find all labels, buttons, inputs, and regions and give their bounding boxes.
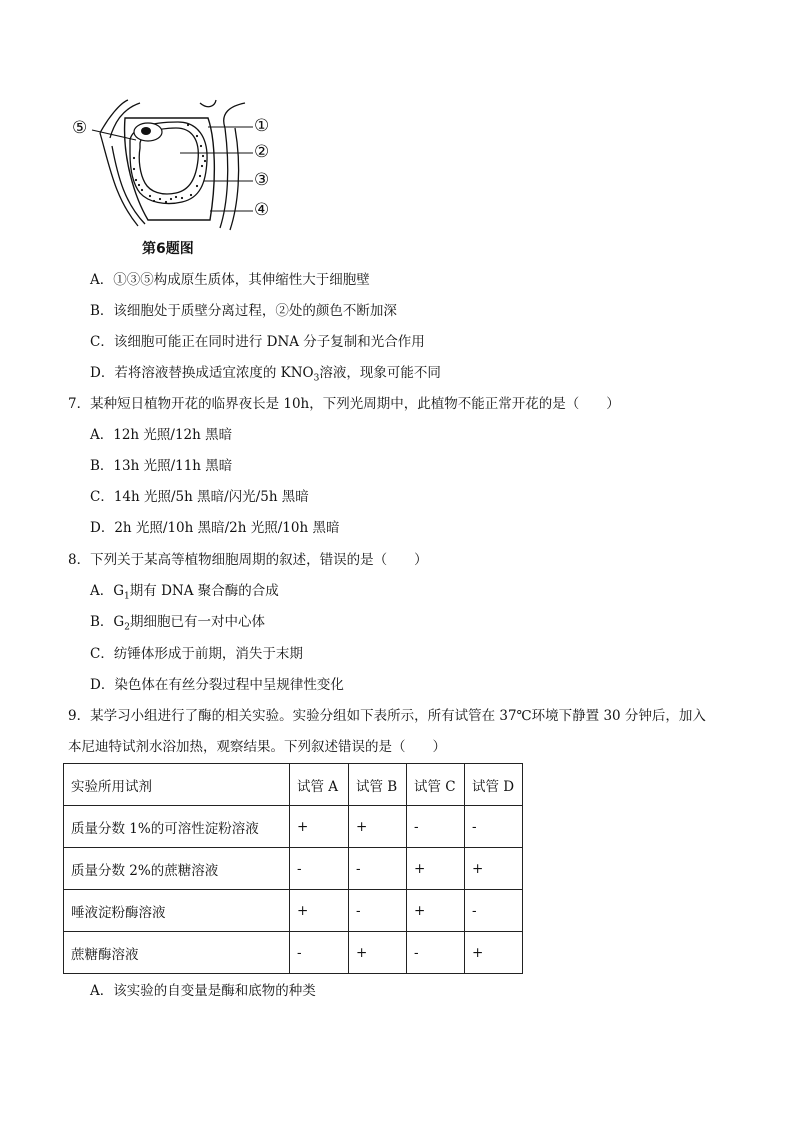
table-cell: + bbox=[349, 806, 407, 848]
q7-option-d: D．2h 光照/10h 黑暗/2h 光照/10h 黑暗 bbox=[90, 520, 340, 536]
label-5: ⑤ bbox=[72, 118, 88, 138]
table-row bbox=[64, 806, 523, 848]
q7-stem: 7．某种短日植物开花的临界夜长是 10h，下列光周期中，此植物不能正常开花的是（ ） bbox=[68, 396, 620, 412]
table-header-cell: 实验所用试剂 bbox=[64, 764, 290, 806]
label-4: ④ bbox=[254, 200, 270, 220]
table-cell: - bbox=[349, 890, 407, 932]
table-cell: + bbox=[407, 890, 465, 932]
table-cell: 唾液淀粉酶溶液 bbox=[64, 890, 290, 932]
table-header-cell: 试管 B bbox=[349, 764, 407, 806]
table-cell: + bbox=[349, 932, 407, 974]
label-2: ② bbox=[254, 142, 270, 162]
table-cell: - bbox=[290, 932, 349, 974]
q6-option-c: C．该细胞可能正在同时进行 DNA 分子复制和光合作用 bbox=[90, 334, 425, 350]
table-cell: - bbox=[465, 890, 523, 932]
table-cell: - bbox=[349, 848, 407, 890]
table-cell: + bbox=[290, 806, 349, 848]
q8-option-d: D．染色体在有丝分裂过程中呈规律性变化 bbox=[90, 677, 344, 693]
table-cell: - bbox=[407, 806, 465, 848]
table-cell: + bbox=[465, 932, 523, 974]
label-3: ③ bbox=[254, 170, 270, 190]
q9-stem-line1: 9．某学习小组进行了酶的相关实验。实验分组如下表所示，所有试管在 37℃环境下静置 30 分钟后，加入 bbox=[68, 708, 706, 724]
table-header-cell: 试管 D bbox=[465, 764, 523, 806]
table-header-cell: 试管 A bbox=[290, 764, 349, 806]
label-1: ① bbox=[254, 116, 270, 136]
table-row bbox=[64, 890, 523, 932]
q9-stem-line2: 本尼迪特试剂水浴加热，观察结果。下列叙述错误的是（ ） bbox=[68, 739, 446, 755]
table-cell: - bbox=[290, 848, 349, 890]
q8-stem: 8．下列关于某高等植物细胞周期的叙述，错误的是（ ） bbox=[68, 552, 428, 568]
q7-option-a: A．12h 光照/12h 黑暗 bbox=[90, 427, 233, 443]
table-cell: - bbox=[465, 806, 523, 848]
table-header-cell: 试管 C bbox=[407, 764, 465, 806]
q7-option-c: C．14h 光照/5h 黑暗/闪光/5h 黑暗 bbox=[90, 489, 309, 505]
q6-option-b: B．该细胞处于质壁分离过程，②处的颜色不断加深 bbox=[90, 303, 397, 319]
table-cell: + bbox=[290, 890, 349, 932]
q6-option-d: D．若将溶液替换成适宜浓度的 $KNO_3$溶液，现象可能不同 bbox=[90, 365, 441, 384]
q8-option-a: A．$G_1$期有 DNA 聚合酶的合成 bbox=[90, 583, 279, 602]
q7-option-b: B．13h 光照/11h 黑暗 bbox=[90, 458, 233, 474]
table-cell: 蔗糖酶溶液 bbox=[64, 932, 290, 974]
table-cell: 质量分数 2%的蔗糖溶液 bbox=[64, 848, 290, 890]
figure-caption: 第6题图 bbox=[142, 241, 194, 257]
table-cell: - bbox=[407, 932, 465, 974]
table-cell: + bbox=[407, 848, 465, 890]
q8-option-c: C．纺锤体形成于前期，消失于末期 bbox=[90, 646, 303, 662]
table-header-row bbox=[64, 764, 523, 806]
table-cell: + bbox=[465, 848, 523, 890]
experiment-table bbox=[63, 763, 523, 974]
table-cell: 质量分数 1%的可溶性淀粉溶液 bbox=[64, 806, 290, 848]
q8-option-b: B．$G_2$期细胞已有一对中心体 bbox=[90, 614, 265, 633]
q9-option-a: A．该实验的自变量是酶和底物的种类 bbox=[90, 983, 316, 999]
q6-option-a: A．①③⑤构成原生质体，其伸缩性大于细胞壁 bbox=[90, 272, 370, 288]
table-row bbox=[64, 932, 523, 974]
table-row bbox=[64, 848, 523, 890]
